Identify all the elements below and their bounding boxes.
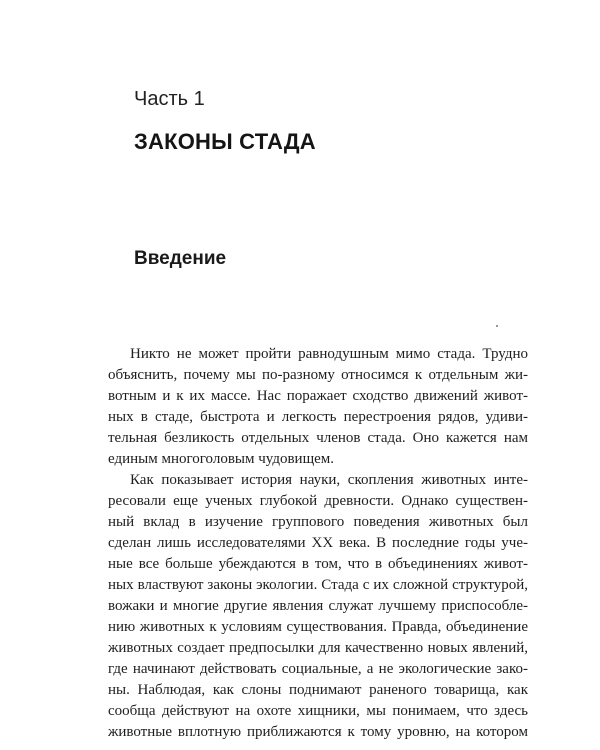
text-line: вотным и к их массе. Нас поражает сходство движений живот- [108,388,528,404]
text-line: единым многоголовым чудовищем. [108,451,335,467]
text-line: животные вплотную приближаются к тому уровню, на котором [108,724,528,740]
text-line: ны. Наблюдая, как слоны поднимают раненого товарища, как [108,682,528,698]
text-line: сообща действуют на охоте хищники, мы понимаем, что здесь [108,703,528,719]
text-line: ных в стаде, быстрота и легкость перестроения рядов, удиви- [108,409,528,425]
text-line: вожаки и многие другие явления служат лучшему приспособле- [108,598,528,614]
text-line: животных создает предпосылки для качественно новых явлений, [108,640,528,656]
print-speck [496,325,498,327]
text-line: ные все больше убеждаются в том, что в объединениях живот- [108,556,528,572]
text-line: тельная безликость отдельных членов стада. Оно кажется нам [108,430,528,446]
paragraph-2 [108,470,528,743]
section-title: Введение [134,248,227,269]
text-line: Никто не может пройти равнодушным мимо стада. Трудно [130,346,528,362]
paragraph-1 [108,344,528,470]
text-line: Как показывает история науки, скопления животных инте- [130,472,528,488]
text-line: ных властвуют законы экологии. Стада с их сложной структурой, [108,577,528,593]
text-line: ресовали еще ученых глубокой древности. Однако существен- [108,493,528,509]
text-line: ный вклад в изучение группового поведения животных был [108,514,528,530]
text-line: нию животных к условиям существования. Правда, объединение [108,619,528,635]
text-line: объяснить, почему мы по-разному относимся к отдельным жи- [108,367,528,383]
part-label: Часть 1 [134,88,205,110]
text-line: сделан лишь исследователями XX века. В последние годы уче- [108,535,528,551]
text-line: где начинают действовать социальные, а не экологические зако- [108,661,528,677]
body-text [108,344,528,743]
part-title: ЗАКОНЫ СТАДА [134,129,316,154]
